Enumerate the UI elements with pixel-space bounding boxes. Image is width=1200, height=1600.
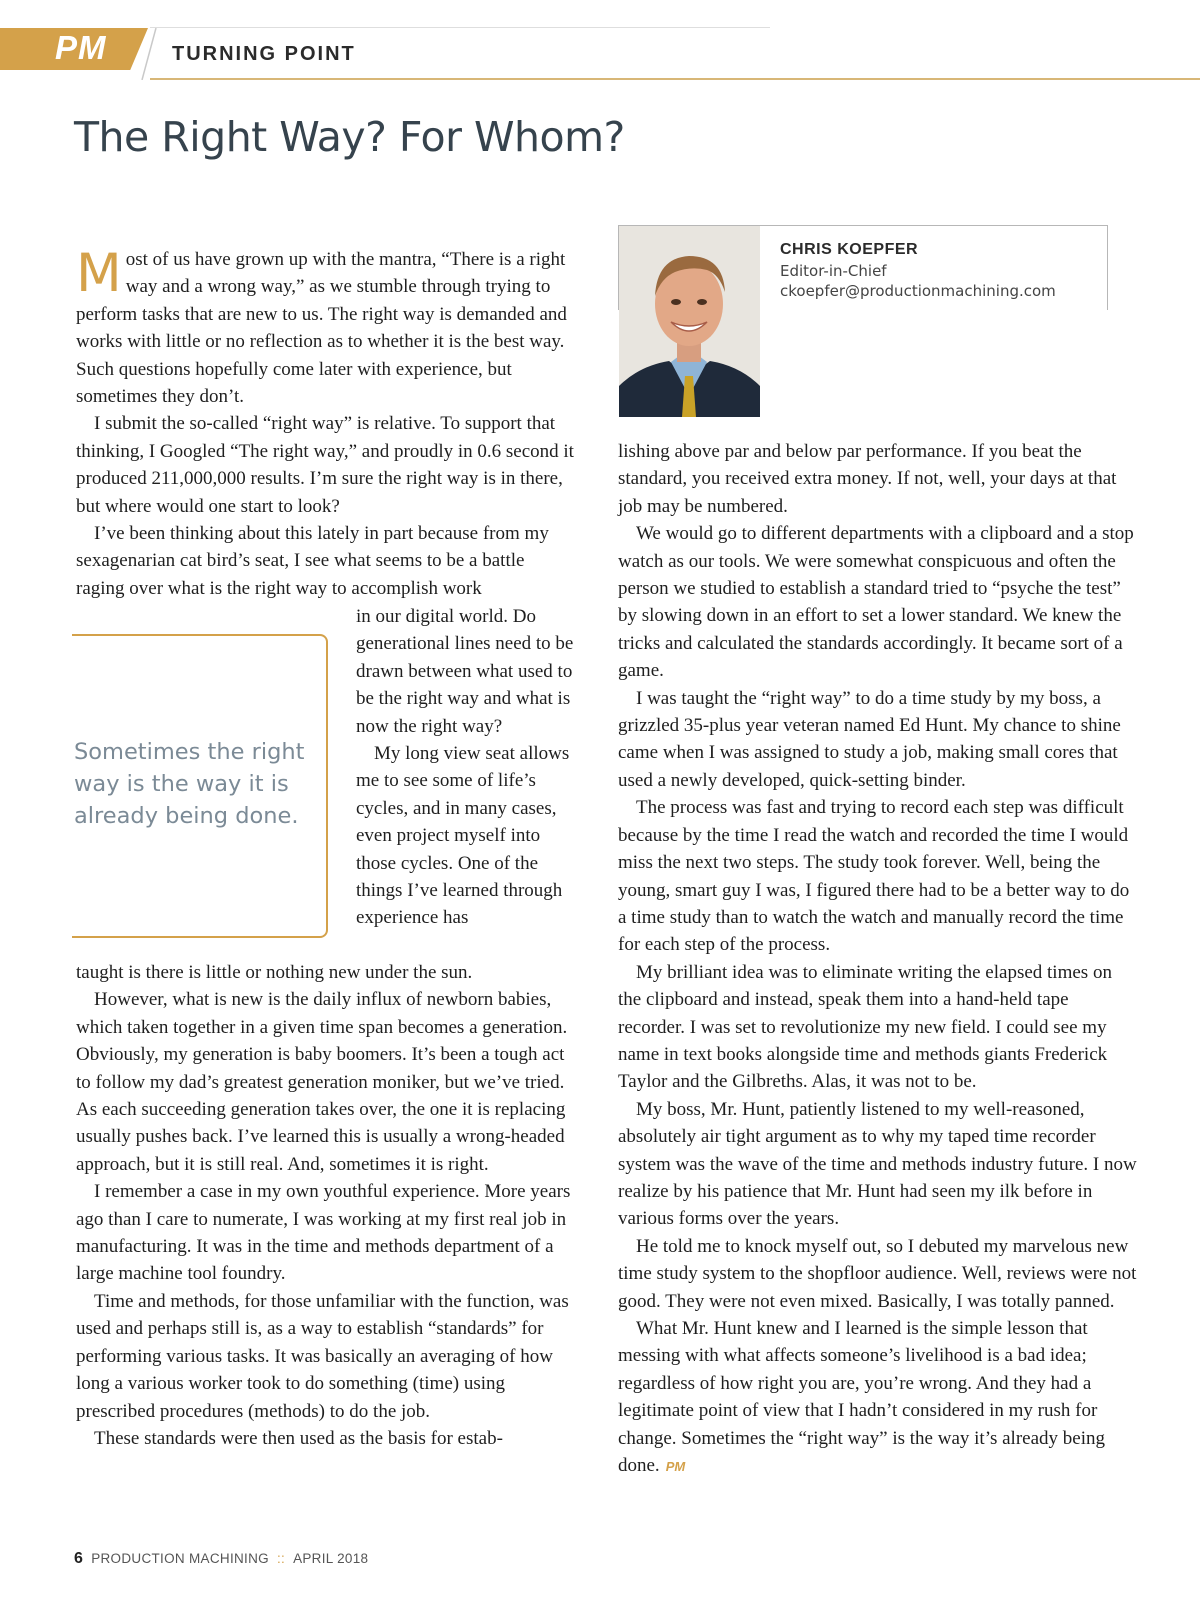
author-email[interactable]: ckoepfer@productionmachining.com	[780, 282, 1056, 300]
paragraph: My boss, Mr. Hunt, patiently listened to my well-reasoned, absolutely air tight argument as to why my taped time recorder system was the wave of the time and methods industry future. I now realize by his patience that Mr. Hunt had seen my ilk before in various forms over the years.	[618, 1098, 1137, 1230]
paragraph: I remember a case in my own youthful experience. More years ago than I care to numerate, I was working at my first real job in manufacturing. It was in the time and methods department of a large machine tool foundry.	[76, 1181, 571, 1285]
paragraph: What Mr. Hunt knew and I learned is the simple lesson that messing with what affects someone’s livelihood is a bad idea; regardless of how right you are, you’re wrong. And they had a legitimate point of view that I hadn’t considered in my rush for change. Sometimes the “right way” is the way it’s already being done. PM	[618, 1318, 1105, 1477]
publication-name: PRODUCTION MACHINING	[91, 1551, 269, 1566]
paragraph: lishing above par and below par performance. If you beat the standard, you received extra money. If not, well, your days at that job may be numbered.	[618, 441, 1117, 517]
footer-separator: ::	[276, 1551, 286, 1566]
article-title: The Right Way? For Whom?	[74, 113, 625, 161]
paragraph: Time and methods, for those unfamiliar with the function, was used and perhaps still is, as a way to establish “standards” for performing various tasks. It was basically an averaging of how long a various worker took to do something (time) using prescribed procedures (methods) to do the job.	[76, 1290, 569, 1422]
paragraph: However, what is new is the daily influx of newborn babies, which taken together in a given time span becomes a generation. Obviously, my generation is baby boomers. It’s been a tough act to follow my dad’s greatest generation moniker, but we’ve tried. As each succeeding generation takes over, the one it is replacing usually pushes back. I’ve learned this is usually a wrong-headed approach, but it is still real. And, sometimes it is right.	[76, 989, 568, 1175]
paragraph: I was taught the “right way” to do a time study by my boss, a grizzled 35-plus year veteran named Ed Hunt. My chance to shine came when I was assigned to study a job, making small cores that used a newly developed, quick-setting binder.	[618, 687, 1121, 791]
paragraph: My long view seat allows me to see some of life’s cycles, and in many cases, even project myself into those cycles. One of the things I’ve learned through experience has	[356, 743, 570, 929]
section-label: TURNING POINT	[172, 43, 356, 65]
pull-quote: Sometimes the right way is the way it is already being done.	[74, 739, 305, 829]
paragraph: I’ve been thinking about this lately in part because from my sexagenarian cat bird’s seat, I see what seems to be a battle raging over what is the right way to accomplish work	[76, 523, 549, 599]
column-2	[618, 438, 1138, 1480]
end-mark: PM	[665, 1459, 686, 1475]
issue-date: APRIL 2018	[293, 1551, 369, 1566]
column-1-bottom	[76, 959, 576, 1452]
header-slash	[138, 28, 158, 80]
footer	[74, 1550, 368, 1568]
header-top-rule	[150, 27, 770, 28]
paragraph: These standards were then used as the basis for estab-	[94, 1427, 503, 1449]
column-1-narrow	[356, 603, 582, 932]
paragraph: in our digital world. Do generational lines need to be drawn between what used to be the right way and what is now the right way?	[356, 606, 574, 737]
author-photo	[619, 226, 760, 417]
paragraph: The process was fast and trying to record each step was difficult because by the time I read the watch and recorded the time I would miss the next two steps. The study took forever. Well, being the young, smart guy I was, I figured there had to be a better way to do a time study than to watch the watch and manually record the time for each step of the process.	[618, 797, 1130, 956]
column-1-top	[76, 243, 576, 602]
author-name: CHRIS KOEPFER	[780, 241, 919, 258]
header-rule	[150, 78, 1200, 80]
drop-cap: M	[76, 243, 122, 304]
paragraph: Most of us have grown up with the mantra, “There is a right way and a wrong way,” as we stumble through trying to perform tasks that are new to us. The right way is demanded and works with little or no reflection as to whether it is the best way. Such questions hopefully come later with experience, but sometimes they don’t.	[76, 243, 567, 408]
paragraph: My brilliant idea was to eliminate writing the elapsed times on the clipboard and instead, speak them into a hand-held tape recorder. I was set to revolutionize my new field. I could see my name in text books alongside time and methods giants Frederick Taylor and the Gilbreths. Alas, it was not to be.	[618, 961, 1112, 1093]
paragraph: taught is there is little or nothing new under the sun.	[76, 962, 473, 983]
header-logo: PM	[55, 29, 107, 66]
author-role: Editor-in-Chief	[780, 262, 887, 280]
paragraph: He told me to knock myself out, so I debuted my marvelous new time study system to the shopfloor audience. Well, reviews were not good. They were not even mixed. Basically, I was totally panned.	[618, 1235, 1137, 1312]
paragraph: We would go to different departments with a clipboard and a stop watch as our tools. We were somewhat conspicuous and often the person we studied to establish a standard tried to “psyche the test” by slowing down in an effort to set a lower standard. We knew the tricks and calculated the standards accordingly. It became sort of a game.	[618, 523, 1134, 682]
paragraph: I submit the so-called “right way” is relative. To support that thinking, I Googled “The right way,” and proudly in 0.6 second it produced 211,000,000 results. I’m sure the right way is in there, but where would one start to look?	[76, 413, 574, 517]
page-number: 6	[74, 1550, 84, 1567]
